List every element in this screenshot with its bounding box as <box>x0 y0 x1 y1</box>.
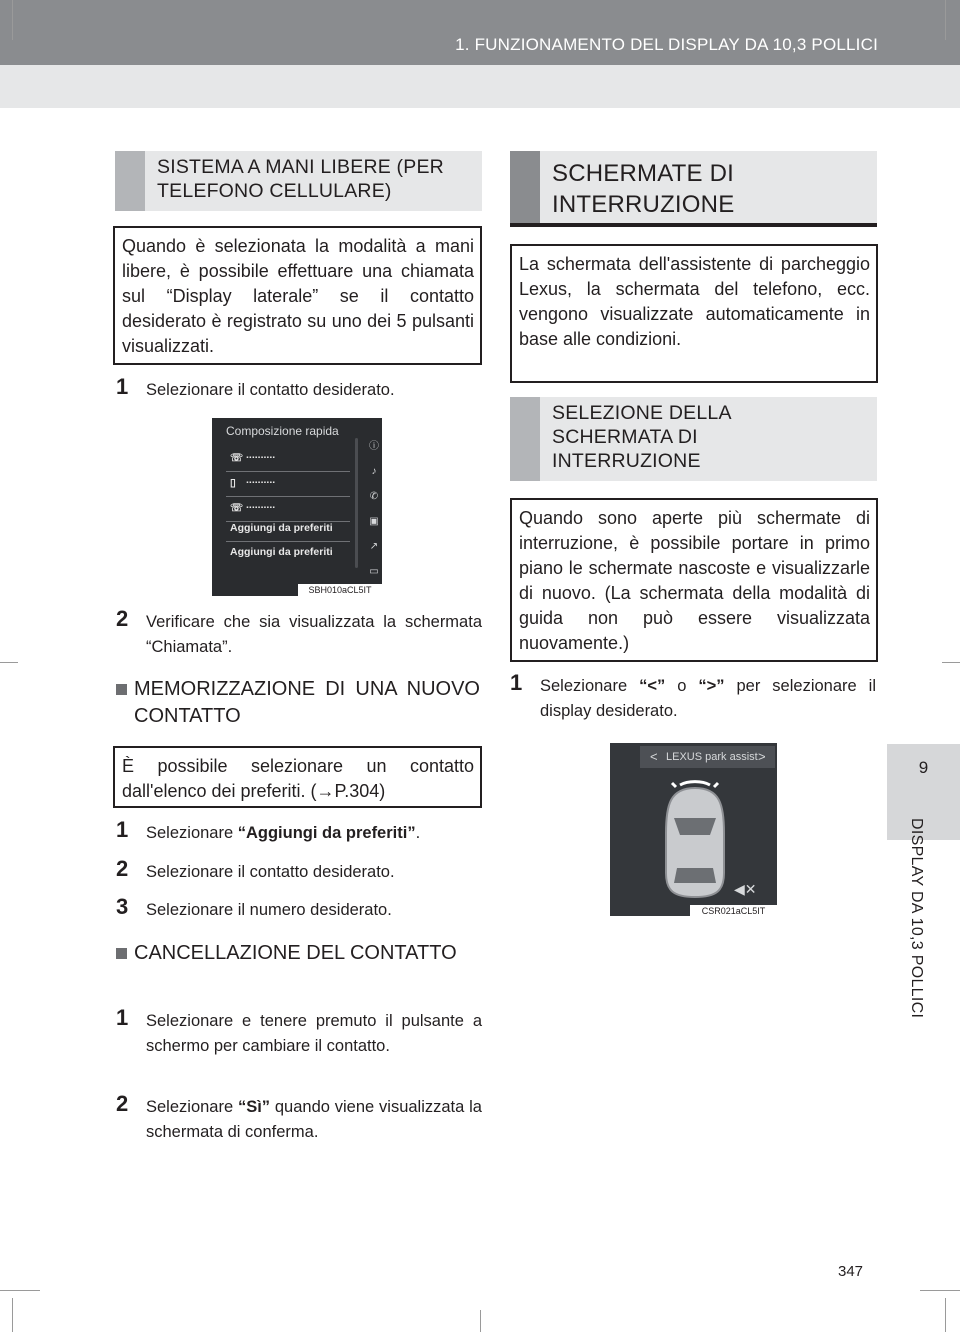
figure-code: SBH010aCL5IT <box>298 584 382 596</box>
display-icon[interactable]: ▭ <box>369 566 379 577</box>
section-heading-text: SISTEMA A MANI LIBERE (PER TELEFONO CELLULARE) <box>157 156 444 202</box>
crop-mark <box>12 0 13 40</box>
section-heading-select-interrupt <box>510 397 877 481</box>
speed-dial-screenshot <box>212 418 382 596</box>
step-text: Selezionare il contatto desiderato. <box>146 863 395 881</box>
step-text-suffix: quando viene visualizzata la schermata di conferma. <box>146 1098 482 1141</box>
music-icon[interactable]: ♪ <box>371 466 377 477</box>
chapter-side-label: DISPLAY DA 10,3 POLLICI <box>908 818 925 1019</box>
step-text: Selezionare il contatto desiderato. <box>146 381 395 399</box>
crop-mark <box>480 1310 481 1332</box>
speed-dial-item[interactable]: Aggiungi da preferiti <box>230 522 333 534</box>
section-heading-text: SELEZIONE DELLA SCHERMATA DI INTERRUZIONE <box>552 402 731 472</box>
header-band <box>0 0 960 65</box>
subsection-title: CANCELLAZIONE DEL CONTATTO <box>134 942 457 964</box>
step-number: 1 <box>116 817 129 842</box>
step-text-suffix: per selezionare il display desiderato. <box>540 677 876 720</box>
note-text: Quando sono aperte più schermate di interruzione, è possibile portare in primo piano le schermate nascoste e visualizzarle di nuovo. (La schermata della modalità di guida non può essere visualizzata nuovamente.) <box>519 508 870 653</box>
screen-title: Composizione rapida <box>226 424 339 438</box>
prev-screen-button[interactable]: < <box>650 749 658 764</box>
note-box-interrupt <box>510 498 878 662</box>
speed-dial-item[interactable]: .......... <box>246 449 276 461</box>
section-heading-hands-free <box>115 151 482 211</box>
step-number: 1 <box>116 1005 129 1030</box>
button-name: “Aggiungi da preferiti” <box>237 824 416 842</box>
step-number: 3 <box>116 894 129 919</box>
crop-mark <box>920 1290 960 1291</box>
subsection-heading-delete-contact <box>116 940 480 967</box>
section-heading-interrupt-screens <box>510 151 877 227</box>
step-text: Verificare che sia visualizzata la schermata “Chiamata”. <box>146 613 482 656</box>
section-heading-text: SCHERMATE DI INTERRUZIONE <box>552 160 735 218</box>
screen-icon[interactable]: ▣ <box>369 516 379 527</box>
heading-bar <box>510 151 540 223</box>
step-number: 2 <box>116 856 129 881</box>
speed-dial-item[interactable]: .......... <box>246 499 276 511</box>
mute-icon[interactable]: ◀✕ <box>734 881 757 897</box>
park-assist-screenshot <box>610 743 777 916</box>
crop-mark <box>0 662 18 663</box>
step-text <box>146 1095 482 1145</box>
mobile-icon: ▯ <box>230 477 236 489</box>
step-item <box>116 1005 482 1059</box>
step-item <box>116 606 482 660</box>
button-name: “<” <box>639 677 666 695</box>
header-subband <box>0 65 960 108</box>
heading-bar <box>510 397 540 481</box>
step-item <box>510 670 876 724</box>
phone-icon[interactable]: ✆ <box>369 491 379 502</box>
crop-mark <box>945 1298 946 1332</box>
note-box-favorites <box>113 746 482 808</box>
phone-icon: ☏ <box>230 502 244 514</box>
heading-bar <box>115 151 145 211</box>
button-name: “>” <box>698 677 725 695</box>
step-item <box>116 856 482 885</box>
step-item <box>116 374 482 403</box>
square-bullet <box>116 948 127 959</box>
step-number: 1 <box>510 670 523 695</box>
step-number: 1 <box>116 374 129 399</box>
subsection-heading-new-contact <box>116 676 480 730</box>
subsection-title: MEMORIZZAZIONE DI UNA NUOVO CONTATTO <box>134 678 480 727</box>
step-text <box>540 674 876 724</box>
intro-text: Quando è selezionata la modalità a mani libere, è possibile effettuare una chiamata sul “Display laterale” se il contatto desiderato è registrato su uno dei 5 pulsanti visualizzati. <box>122 236 474 356</box>
step-text-prefix: Selezionare <box>146 824 238 842</box>
intro-box-interrupt-screens <box>510 244 878 383</box>
list-divider <box>226 471 350 472</box>
car-top-view-icon <box>650 773 740 903</box>
speed-dial-item[interactable]: Aggiungi da preferiti <box>230 546 333 558</box>
step-text <box>146 821 482 846</box>
crop-mark <box>945 0 946 40</box>
step-item <box>116 1091 482 1145</box>
step-item <box>116 817 482 846</box>
crop-mark <box>942 662 960 663</box>
chapter-header-title: 1. FUNZIONAMENTO DEL DISPLAY DA 10,3 POLLICI <box>455 35 878 54</box>
phone-icon: ☏ <box>230 452 244 464</box>
step-text-suffix: . <box>415 824 421 842</box>
list-divider <box>226 496 350 497</box>
square-bullet <box>116 684 127 695</box>
step-text: Selezionare il numero desiderato. <box>146 901 392 919</box>
side-scroll-track <box>355 438 358 568</box>
chapter-number: 9 <box>918 758 929 777</box>
crop-mark <box>0 1290 40 1291</box>
figure-code: CSR021aCL5IT <box>690 905 777 916</box>
info-icon[interactable]: ⓘ <box>369 441 379 452</box>
step-text-prefix: Selezionare <box>146 1098 238 1116</box>
next-screen-button[interactable]: > <box>758 749 766 764</box>
crop-mark <box>12 1298 13 1332</box>
speed-dial-item[interactable]: .......... <box>246 474 276 486</box>
screen-title: LEXUS park assist <box>666 751 758 763</box>
list-divider <box>226 541 350 542</box>
button-name: “Sì” <box>237 1098 271 1116</box>
intro-text: La schermata dell'assistente di parcheggio Lexus, la schermata del telefono, ecc. vengono visualizzate automaticamente in base alle condizioni. <box>519 254 870 349</box>
step-text-prefix: Selezionare <box>540 677 640 695</box>
side-menu-icons <box>367 434 381 584</box>
step-number: 2 <box>116 1091 129 1116</box>
step-item <box>116 894 482 923</box>
route-icon[interactable]: ↗ <box>369 541 379 552</box>
step-text-mid: o <box>665 677 699 695</box>
intro-box-hands-free <box>113 226 482 365</box>
note-text: È possibile selezionare un contatto dall'elenco dei preferiti. (→P.304) <box>122 756 474 801</box>
step-number: 2 <box>116 606 129 631</box>
step-text: Selezionare e tenere premuto il pulsante a schermo per cambiare il contatto. <box>146 1012 482 1055</box>
page-number: 347 <box>838 1263 864 1280</box>
